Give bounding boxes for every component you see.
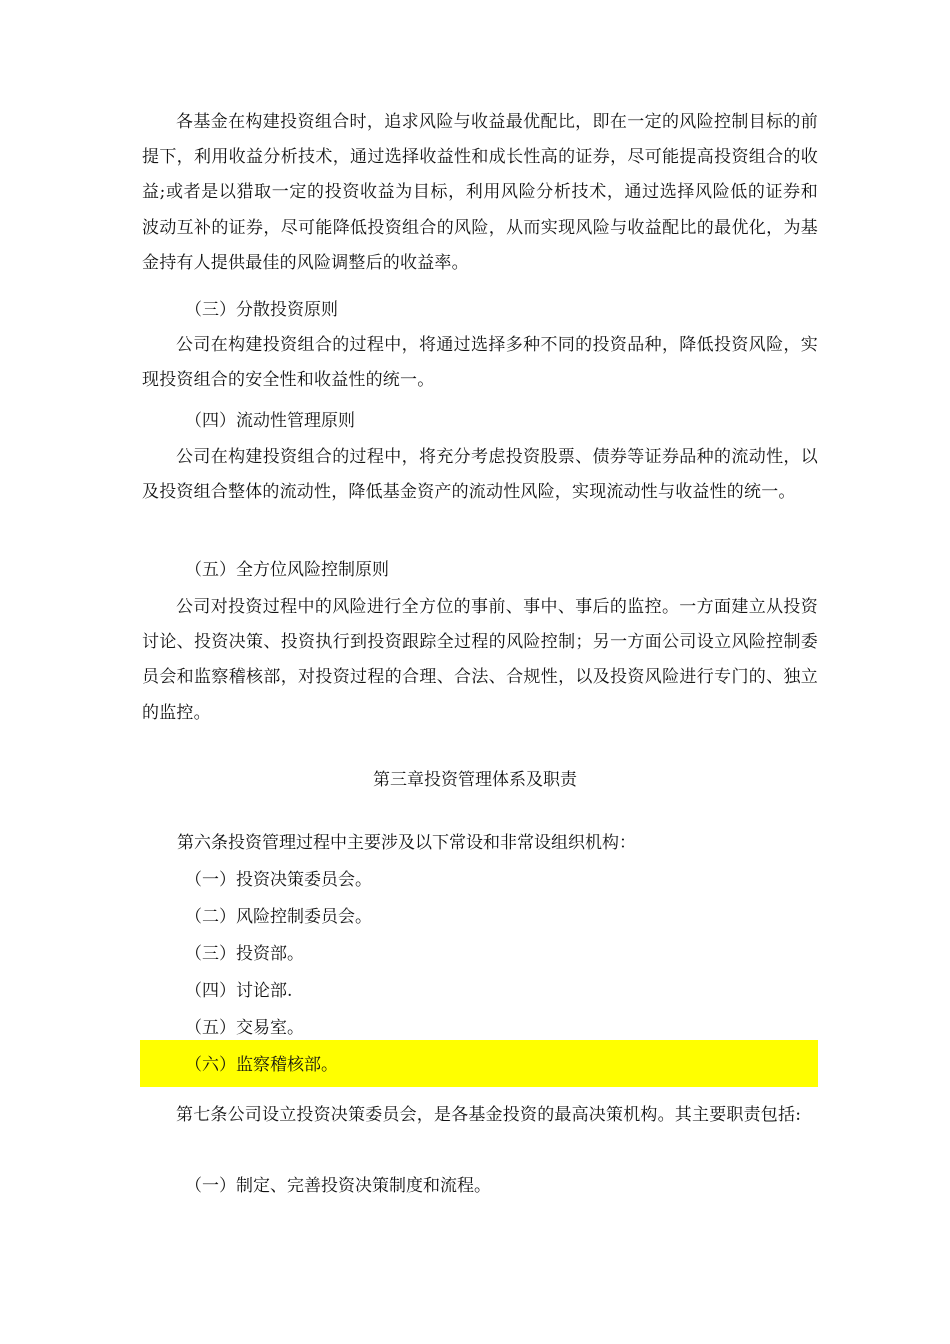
article-6: 第六条投资管理过程中主要涉及以下常设和非常设组织机构： — [177, 833, 636, 853]
org-item-4: （四）讨论部. — [185, 981, 293, 1001]
section-diversified-investment: （三）分散投资原则 — [185, 300, 338, 320]
paragraph-risk-return: 各基金在构建投资组合时，追求风险与收益最优配比，即在一定的风险控制目标的前提下，利用收益分析技术，通过选择收益性和成长性高的证券，尽可能提高投资组合的收益;或者是以猎取一定的投资收益为目标，利用风险分析技术，通过选择风险低的证券和波动互补的证券，尽可能降低投资组合的风险，从而实现风险与收益配比的最优化，为基金持有人提供最佳的风险调整后的收益率。 — [142, 112, 818, 273]
paragraph-liquidity-management: 公司在构建投资组合的过程中，将充分考虑投资股票、债券等证券品种的流动性，以及投资组合整体的流动性，降低基金资产的流动性风险，实现流动性与收益性的统一。 — [142, 447, 818, 503]
duty-item-1: （一）制定、完善投资决策制度和流程。 — [185, 1176, 491, 1196]
org-item-1: （一）投资决策委员会。 — [185, 870, 372, 890]
org-item-3: （三）投资部。 — [185, 944, 304, 964]
org-item-2: （二）风险控制委员会。 — [185, 907, 372, 927]
section-risk-control: （五）全方位风险控制原则 — [185, 560, 389, 580]
chapter-heading: 第三章投资管理体系及职责 — [373, 770, 577, 790]
paragraph-risk-control: 公司对投资过程中的风险进行全方位的事前、事中、事后的监控。一方面建立从投资讨论、投资决策、投资执行到投资跟踪全过程的风险控制；另一方面公司设立风险控制委员会和监察稽核部，对投资过程的合理、合法、合规性，以及投资风险进行专门的、独立的监控。 — [142, 597, 818, 723]
paragraph-diversified-investment: 公司在构建投资组合的过程中，将通过选择多种不同的投资品种，降低投资风险，实现投资组合的安全性和收益性的统一。 — [142, 335, 818, 391]
article-7: 第七条公司设立投资决策委员会，是各基金投资的最高决策机构。其主要职责包括: — [176, 1105, 802, 1125]
org-item-6: （六）监察稽核部。 — [185, 1055, 338, 1075]
org-item-5: （五）交易室。 — [185, 1018, 304, 1038]
section-liquidity-management: （四）流动性管理原则 — [185, 411, 355, 431]
